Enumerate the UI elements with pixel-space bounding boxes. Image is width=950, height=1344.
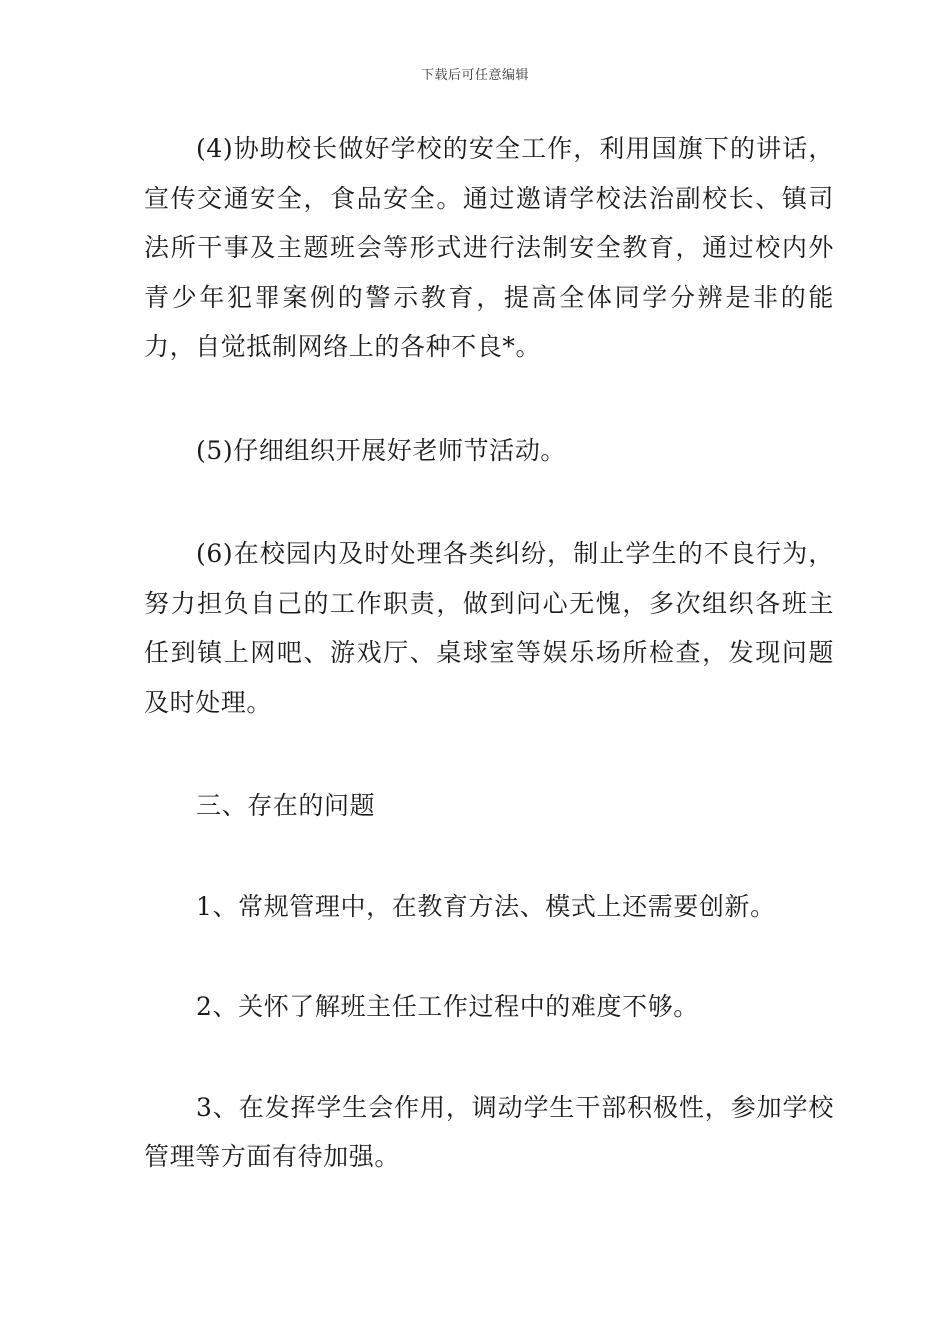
document-body (144, 124, 834, 1182)
section-heading-problems: 三、存在的问题 (196, 791, 376, 820)
page-header: 下载后可任意编辑 (420, 68, 529, 83)
paragraph-teachers-day: (5)仔细组织开展好老师节活动。 (196, 435, 567, 465)
problem-item-1: 1、常规管理中，在教育方法、模式上还需要创新。 (196, 891, 776, 921)
paragraph-safety-work: (4)协助校长做好学校的安全工作，利用国旗下的讲话，宣传交通安全，食品安全。通过邀请学校法治副校长、镇司法所干事及主题班会等形式进行法制安全教育，通过校内外青少年犯罪案例的警示教育，提高全体同学分辨是非的能力，自觉抵制网络上的各种不良*。 (144, 134, 834, 361)
problem-item-3: 3、在发挥学生会作用，调动学生干部积极性，参加学校管理等方面有待加强。 (144, 1092, 834, 1171)
problem-item-2: 2、关怀了解班主任工作过程中的难度不够。 (196, 992, 699, 1021)
paragraph-dispute-handling: (6)在校园内及时处理各类纠纷，制止学生的不良行为，努力担负自己的工作职责，做到问心无愧，多次组织各班主任到镇上网吧、游戏厅、桌球室等娱乐场所检查，发现问题及时处理。 (144, 539, 834, 717)
